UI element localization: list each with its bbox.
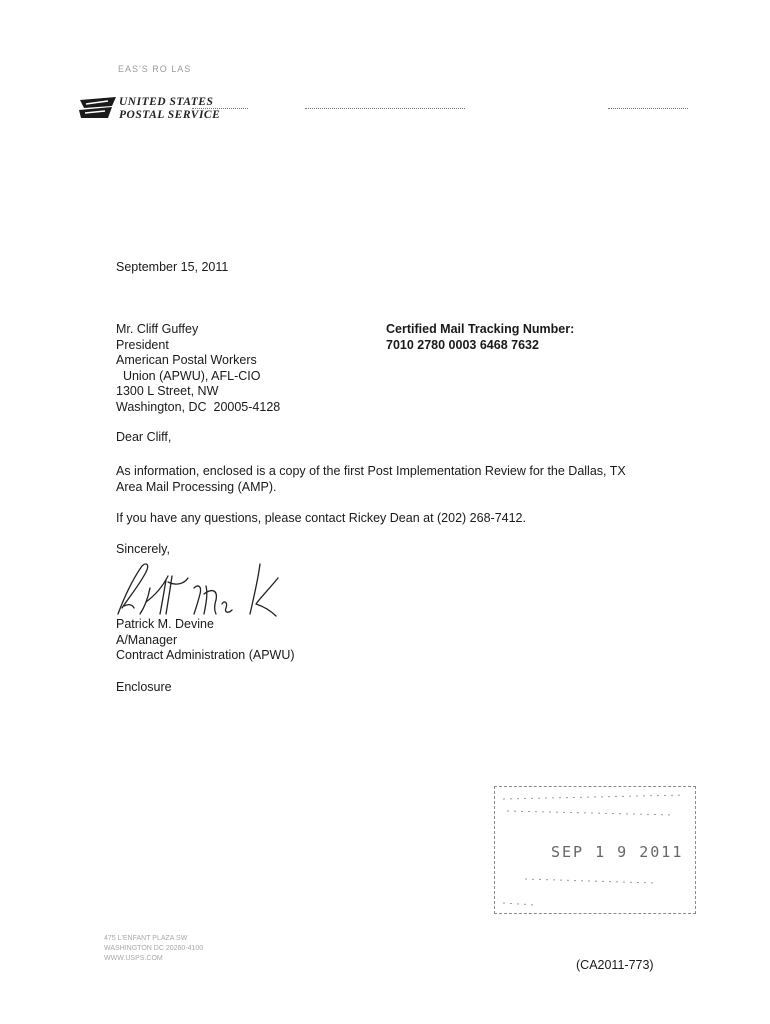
recipient-address	[116, 322, 280, 415]
org-name-line1: UNITED STATES	[119, 96, 214, 108]
recipient-line: American Postal Workers	[116, 353, 257, 367]
signer-block	[116, 617, 295, 664]
footer-address-line: 475 L'ENFANT PLAZA SW	[104, 935, 188, 942]
footer-address-line: WASHINGTON DC 20260-4100	[104, 945, 204, 952]
signer-title: A/Manager	[116, 632, 178, 647]
tracking-number: 7010 2780 0003 6468 7632	[386, 337, 539, 352]
body-line: Area Mail Processing (AMP).	[116, 479, 277, 494]
recipient-line: Union (APWU), AFL-CIO	[116, 368, 261, 383]
recipient-line: 1300 L Street, NW	[116, 384, 219, 398]
stamp-date: SEP 1 9 2011	[551, 843, 684, 861]
tracking-label: Certified Mail Tracking Number:	[386, 322, 575, 336]
tracking-block	[386, 322, 574, 353]
recipient-line: Washington, DC 20005-4128	[116, 399, 281, 414]
reference-number: (CA2011-773)	[576, 958, 654, 972]
letter-date: September 15, 2011	[116, 260, 229, 274]
faint-header-text: EAS'S RO LAS	[118, 64, 192, 74]
body-line: As information, enclosed is a copy of the first Post Implementation Review for the Dallas, TX	[116, 464, 626, 478]
usps-logo	[78, 96, 118, 125]
closing: Sincerely,	[116, 542, 170, 556]
eagle-logo-icon	[78, 96, 118, 120]
body-paragraph	[116, 464, 626, 495]
letterhead-rule	[305, 108, 465, 109]
received-stamp	[494, 786, 696, 914]
footer-address-line: WWW.USPS.COM	[104, 955, 163, 962]
recipient-line: President	[116, 337, 169, 352]
enclosure-note: Enclosure	[116, 680, 172, 694]
letterhead-rule	[608, 108, 688, 109]
handwritten-signature	[110, 558, 290, 625]
letterhead-rule	[192, 108, 248, 109]
signer-name: Patrick M. Devine	[116, 617, 214, 631]
footer-address	[104, 934, 203, 964]
org-name-line2: POSTAL SERVICE	[119, 109, 221, 121]
signer-department: Contract Administration (APWU)	[116, 648, 295, 662]
salutation: Dear Cliff,	[116, 430, 172, 444]
recipient-line: Mr. Cliff Guffey	[116, 322, 199, 336]
body-paragraph-contact: If you have any questions, please contact Rickey Dean at (202) 268-7412.	[116, 511, 526, 525]
